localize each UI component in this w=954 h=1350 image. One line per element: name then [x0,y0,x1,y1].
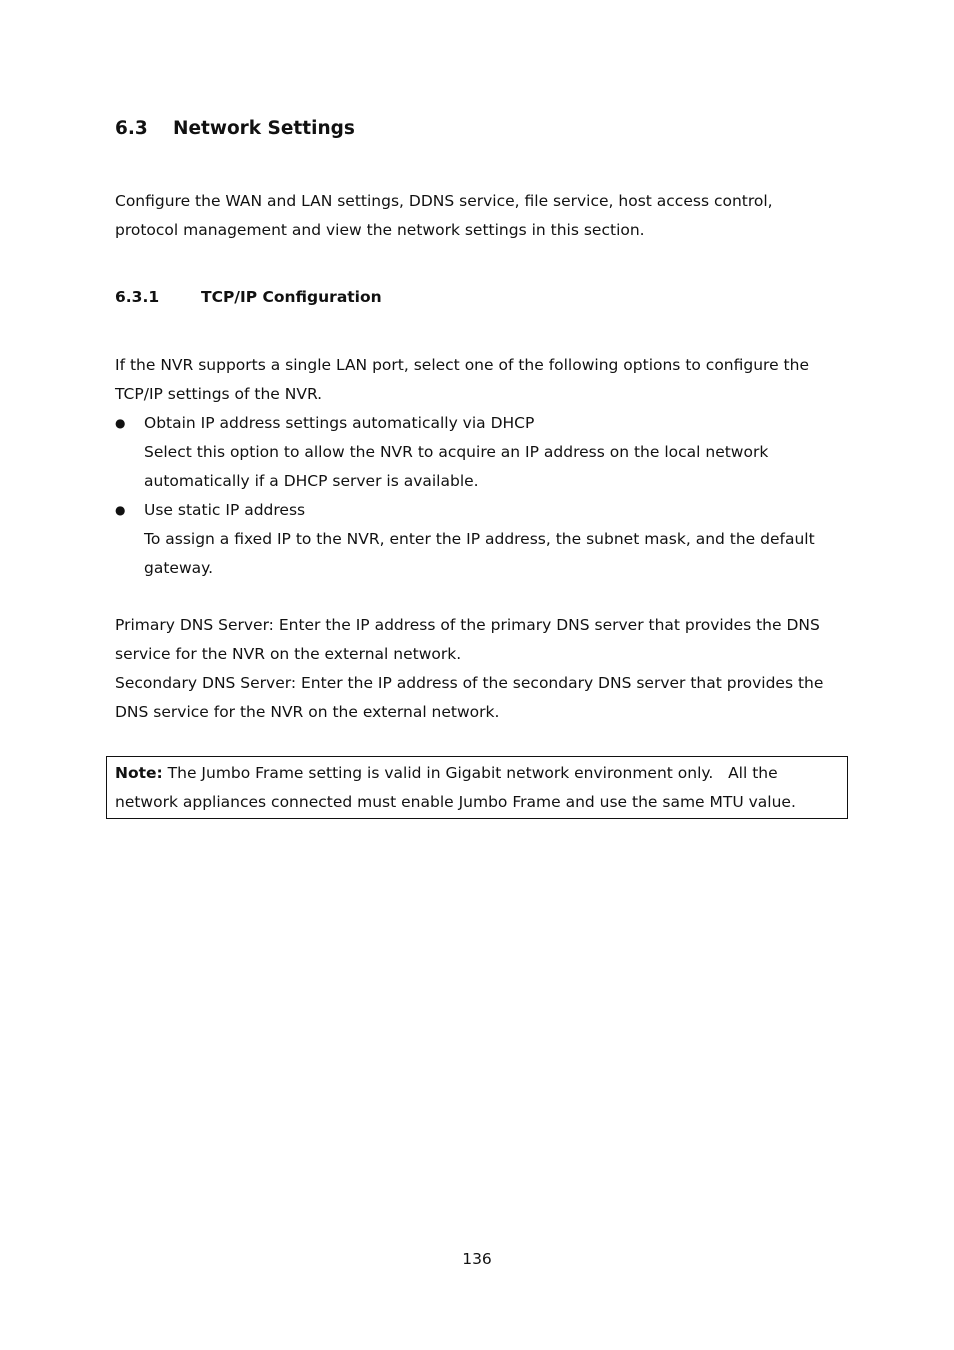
option-title: Use static IP address [144,501,306,519]
option-desc-line: To assign a fixed IP to the NVR, enter the IP address, the subnet mask, and the default [144,530,815,548]
section-intro-line: Configure the WAN and LAN settings, DDNS service, file service, host access control, [115,192,773,210]
note-box [106,756,848,819]
dns-line: Primary DNS Server: Enter the IP address of the primary DNS server that provides the DNS [115,616,820,634]
option-title: Obtain IP address settings automatically via DHCP [144,414,535,432]
section-intro [115,187,850,245]
subsection-title: TCP/IP Configuration [201,288,382,306]
bullet-icon: ● [115,416,126,430]
dns-line: DNS service for the NVR on the external network. [115,703,500,721]
dns-line: service for the NVR on the external network. [115,645,462,663]
option-desc-line: automatically if a DHCP server is available. [144,472,479,490]
section-title: Network Settings [173,118,355,139]
subsection-intro [115,351,850,409]
list-item [115,496,850,583]
subsection-intro-line: TCP/IP settings of the NVR. [115,385,323,403]
section-number: 6.3 [115,118,148,139]
bullet-icon: ● [115,503,126,517]
ip-options-list [115,409,850,583]
dns-line: Secondary DNS Server: Enter the IP address of the secondary DNS server that provides the [115,674,824,692]
list-item [115,409,850,496]
subsection-intro-line: If the NVR supports a single LAN port, select one of the following options to configure the [115,356,809,374]
subsection-number: 6.3.1 [115,288,160,306]
section-heading [115,118,355,139]
page-number: 136 [462,1250,492,1268]
subsection-heading [115,288,382,306]
option-desc-line: Select this option to allow the NVR to acquire an IP address on the local network [144,443,769,461]
note-line [115,759,839,788]
note-text: The Jumbo Frame setting is valid in Gigabit network environment only. All the [162,764,778,782]
note-line: network appliances connected must enable Jumbo Frame and use the same MTU value. [115,793,796,811]
note-label: Note: [115,764,163,782]
dns-description [115,611,850,727]
option-desc-line: gateway. [144,559,214,577]
section-intro-line: protocol management and view the network settings in this section. [115,221,645,239]
